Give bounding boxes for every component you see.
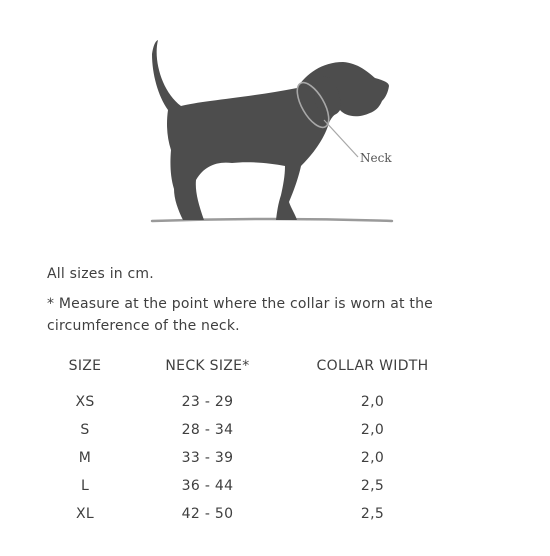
size-cell: XS [75,394,95,410]
dog-neck-illustration [0,0,550,240]
table-row [40,444,460,472]
collar-width-cell: 2,0 [360,394,385,410]
collar-width-cell: 2,5 [360,478,385,494]
table-row [40,472,460,500]
size-cell: S [80,422,90,438]
header-size: SIZE [68,358,102,374]
collar-width-cell: 2,5 [360,506,385,522]
header-collar-width: COLLAR WIDTH [316,358,429,374]
header-neck-size: NECK SIZE* [165,358,250,374]
collar-width-cell: 2,0 [360,422,385,438]
table-row [40,416,460,444]
neck-size-cell: 28 - 34 [181,422,234,438]
size-chart-table [40,352,460,528]
measurement-note: * Measure at the point where the collar is worn at the circumference of the neck. [47,296,433,334]
neck-size-cell: 23 - 29 [181,394,234,410]
neck-size-cell: 33 - 39 [181,450,234,466]
size-cell: M [78,450,92,466]
table-row [40,500,460,528]
neck-pointer-line [324,120,358,157]
neck-size-cell: 36 - 44 [181,478,234,494]
table-row [40,388,460,416]
collar-width-cell: 2,0 [360,450,385,466]
neck-size-cell: 42 - 50 [181,506,234,522]
neck-label: Neck [360,151,392,165]
dog-silhouette [152,40,389,220]
units-note: All sizes in cm. [47,266,154,282]
table-header-row [40,352,460,388]
size-cell: XL [76,506,94,522]
size-cell: L [80,478,90,494]
